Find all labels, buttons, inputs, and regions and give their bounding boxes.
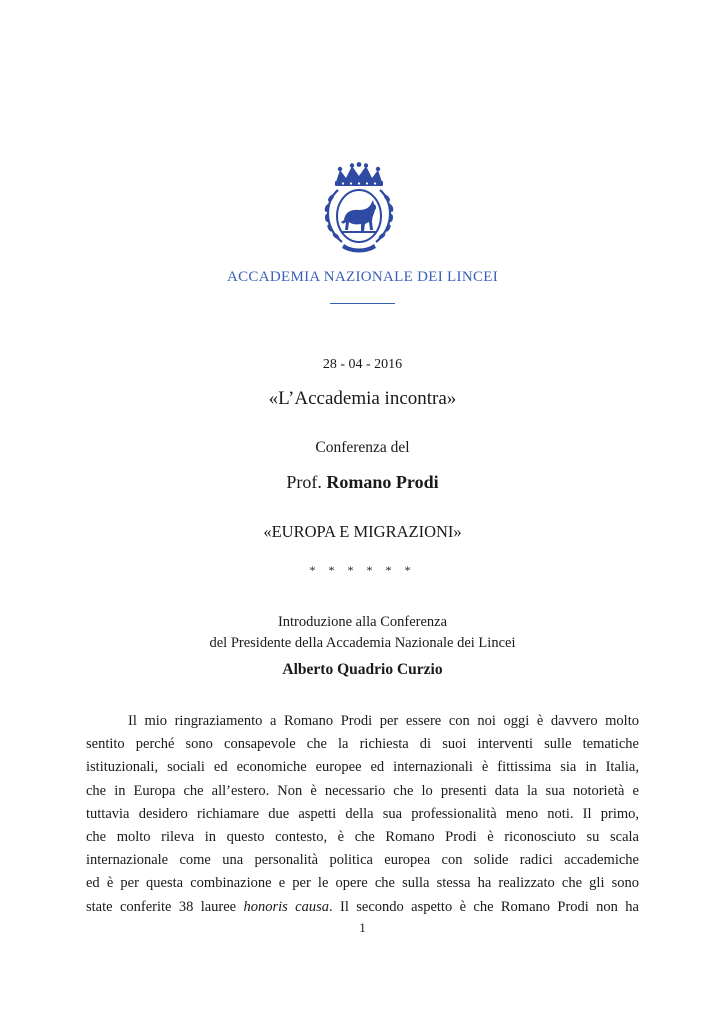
body-line: che in Europa che all’estero. Non è necessario che lo presenti data la sua notorietà e bbox=[86, 782, 639, 799]
intro-line-2: del Presidente della Accademia Nazionale dei Lincei bbox=[209, 635, 516, 651]
speaker-name: Romano Prodi bbox=[326, 472, 439, 492]
body-line: che molto rileva in questo contesto, è che Romano Prodi è riconosciuto su scala bbox=[86, 828, 639, 845]
speaker bbox=[0, 472, 725, 493]
body-line-last bbox=[86, 896, 639, 919]
body-line: Il mio ringraziamento a Romano Prodi per essere con noi oggi è davvero molto bbox=[128, 713, 639, 729]
intro-author: Alberto Quadrio Curzio bbox=[282, 661, 443, 678]
body-text-italic: honoris causa bbox=[243, 898, 330, 915]
lincei-lynx-crest-icon bbox=[318, 162, 400, 256]
conference-title: «EUROPA E MIGRAZIONI» bbox=[263, 522, 462, 541]
body-text-before: state conferite 38 lauree bbox=[86, 898, 244, 915]
section-separator: * * * * * * bbox=[309, 563, 416, 577]
speaker-prefix: Prof. bbox=[286, 472, 322, 492]
body-line: sentito perché sono consapevole che la richiesta di suoi interventi sulle tematiche bbox=[86, 736, 639, 753]
intro-line-1: Introduzione alla Conferenza bbox=[277, 614, 448, 630]
conference-label: Conferenza del bbox=[315, 439, 410, 456]
title-underline bbox=[330, 303, 395, 304]
body-text-after: . Il secondo aspetto è che Romano Prodi non ha bbox=[329, 898, 639, 915]
academy-name: ACCADEMIA NAZIONALE DEI LINCEI bbox=[226, 269, 499, 285]
body-line: tuttavia desidero richiamare due aspetti della sua professionalità meno noti. Il primo, bbox=[86, 805, 639, 822]
event-series: «L’Accademia incontra» bbox=[268, 388, 457, 409]
body-line: istituzionali, sociali ed economiche europee ed internazionali è fittissima sia in Italia, bbox=[86, 759, 639, 776]
event-date: 28 - 04 - 2016 bbox=[322, 357, 403, 372]
body-line: internazionale come una personalità politica europea con solide radici accademiche bbox=[86, 852, 639, 869]
body-paragraph bbox=[86, 710, 639, 919]
page-number: 1 bbox=[359, 920, 366, 935]
body-line: ed è per questa combinazione e per le opere che sulla stessa ha realizzato che gli sono bbox=[86, 875, 639, 892]
